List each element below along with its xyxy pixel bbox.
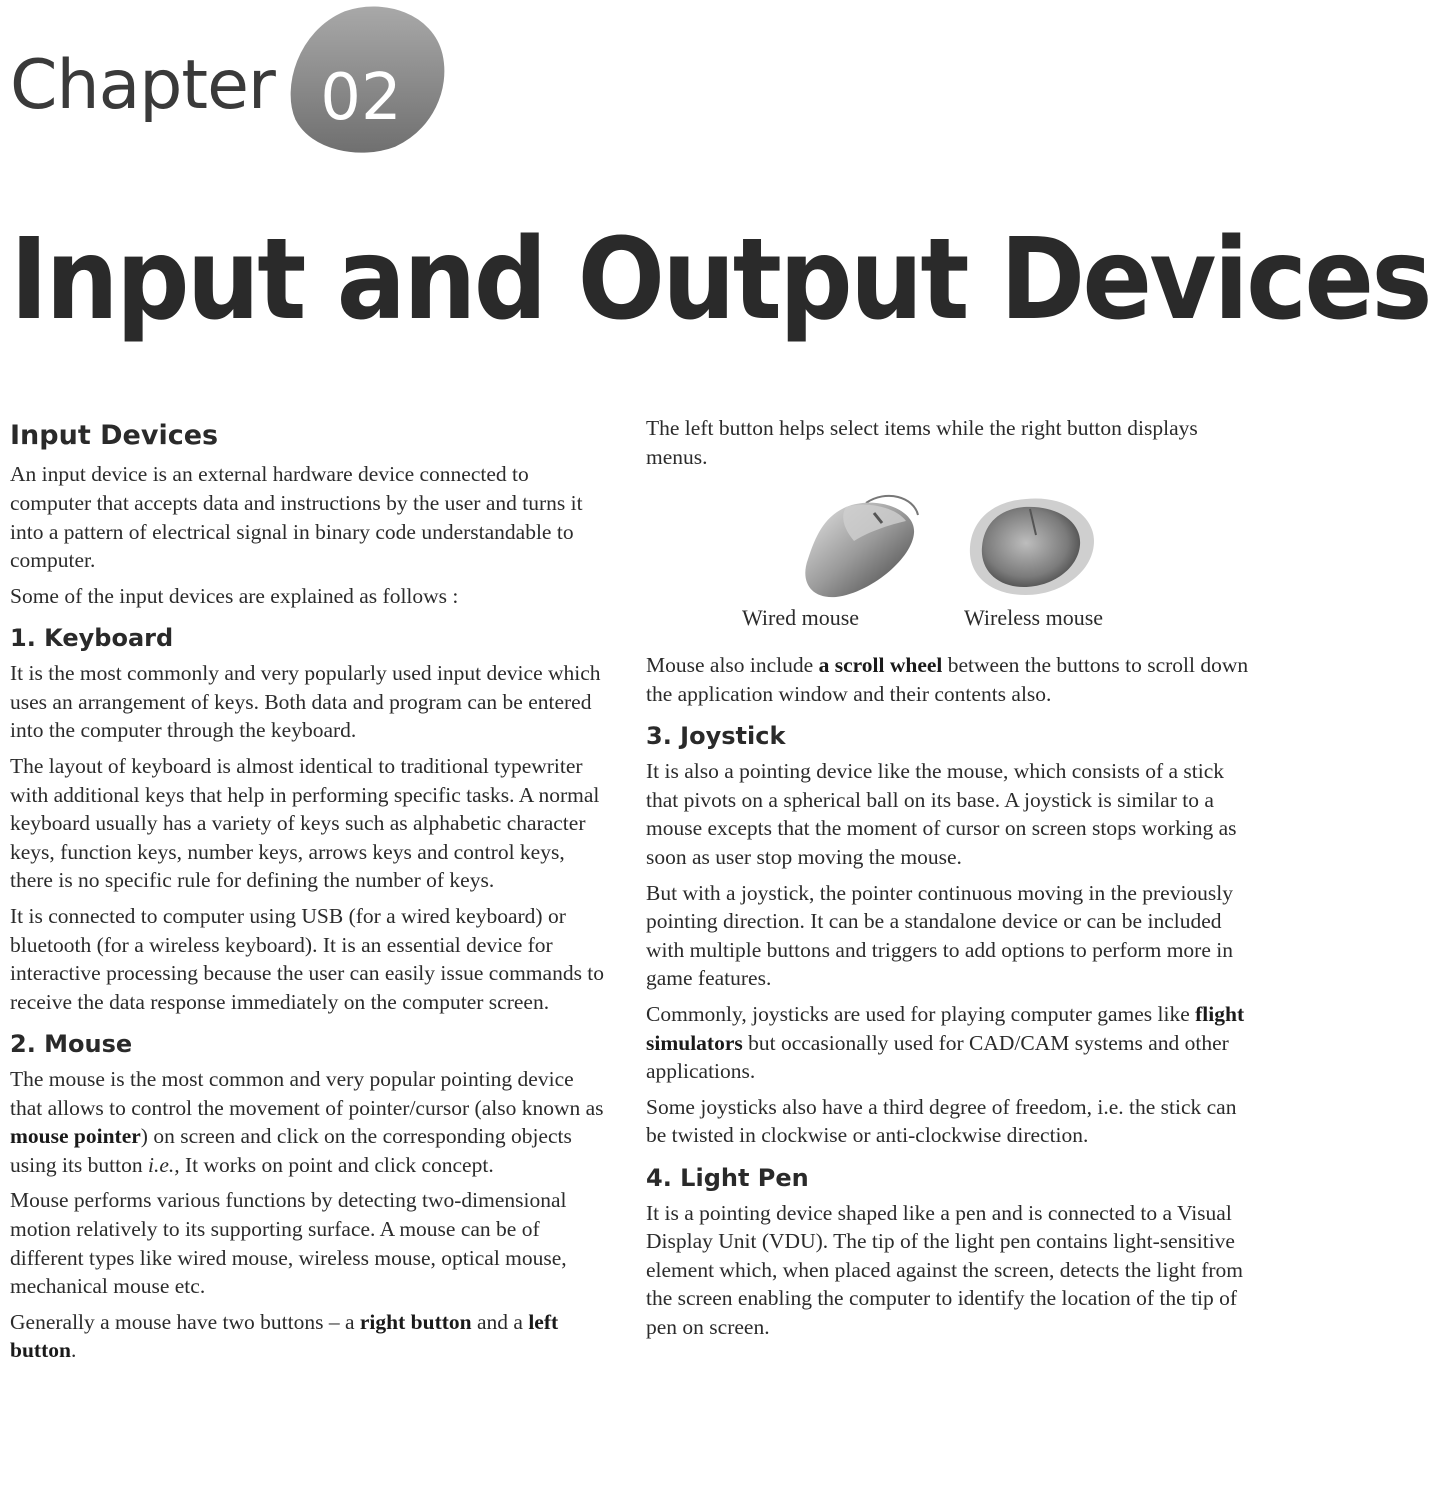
chapter-number: 02 <box>320 61 402 135</box>
caption-wireless-mouse: Wireless mouse <box>964 605 1104 631</box>
mouse-paragraph-2: Mouse performs various functions by detecting two-dimensional motion relatively to its supporting surface. A mouse can be of different types like wired mouse, wireless mouse, optical mouse, mechanical mouse etc. <box>10 1188 567 1299</box>
mouse-figure <box>646 489 1250 639</box>
joystick-paragraph-2: But with a joystick, the pointer continuous moving in the previously pointing direction. It can be a standalone device or can be included with multiple buttons and triggers to add options to perform more in game features. <box>646 880 1234 991</box>
keyboard-paragraph-2: The layout of keyboard is almost identical to traditional typewriter with additional keys that help in performing specific tasks. A normal keyboard usually has a variety of keys such as alphabetic character keys, function keys, number keys, arrows keys and control keys, there is no specific rule for defining the number of keys. <box>10 753 600 893</box>
intro-paragraph: An input device is an external hardware device connected to computer that accepts data and instructions by the user and turns it into a pattern of electrical signal in binary code understandable to computer. <box>10 462 583 573</box>
joystick-paragraph-4: Some joysticks also have a third degree of freedom, i.e. the stick can be twisted in clockwise or anti-clockwise direction. <box>646 1094 1237 1148</box>
heading-mouse: 2. Mouse <box>10 1030 133 1059</box>
heading-joystick: 3. Joystick <box>646 722 786 751</box>
mouse-buttons-paragraph: The left button helps select items while the right button displays menus. <box>646 416 1198 469</box>
wired-mouse-image <box>796 489 926 601</box>
keyboard-paragraph-3: It is connected to computer using USB (for a wired keyboard) or bluetooth (for a wireless keyboard). It is an essential device for interactive processing because the user can easily issue commands to receive the data response immediately on the computer screen. <box>10 903 605 1014</box>
right-column <box>646 414 1250 1349</box>
left-column <box>10 410 608 1372</box>
light-pen-paragraph: It is a pointing device shaped like a pen and is connected to a Visual Display Unit (VDU). The tip of the light pen contains light-sensitive element which, when placed against the screen, detects the light from the screen enabling the computer to identify the location of the tip of pen on screen. <box>646 1200 1244 1340</box>
wireless-mouse-image <box>966 495 1098 599</box>
intro-paragraph-2: Some of the input devices are explained as follows : <box>10 583 459 608</box>
chapter-label: Chapter <box>10 46 275 125</box>
mouse-paragraph-1: The mouse is the most common and very popular pointing device that allows to control the movement of pointer/cursor (also known as mouse pointer) on screen and click on the corresponding objects using its button i.e., It works on point and click concept. <box>10 1067 604 1177</box>
section-heading-input-devices: Input Devices <box>10 420 219 451</box>
joystick-paragraph-3: Commonly, joysticks are used for playing computer games like flight simulators but occasionally used for CAD/CAM systems and other applications. <box>646 1001 1245 1084</box>
scroll-wheel-paragraph: Mouse also include a scroll wheel between the buttons to scroll down the application window and their contents also. <box>646 653 1249 706</box>
mouse-paragraph-3: Generally a mouse have two buttons – a right button and a left button. <box>10 1309 559 1363</box>
keyboard-paragraph-1: It is the most commonly and very popularly used input device which uses an arrangement of keys. Both data and program can be entered into the computer through the keyboard. <box>10 661 601 743</box>
heading-light-pen: 4. Light Pen <box>646 1163 809 1192</box>
page-title: Input and Output Devices <box>10 215 1430 345</box>
joystick-paragraph-1: It is also a pointing device like the mouse, which consists of a stick that pivots on a spherical ball on its base. A joystick is similar to a mouse excepts that the moment of cursor on screen stops working as soon as user stop moving the mouse. <box>646 759 1237 869</box>
caption-wired-mouse: Wired mouse <box>742 605 860 631</box>
heading-keyboard: 1. Keyboard <box>10 624 174 653</box>
